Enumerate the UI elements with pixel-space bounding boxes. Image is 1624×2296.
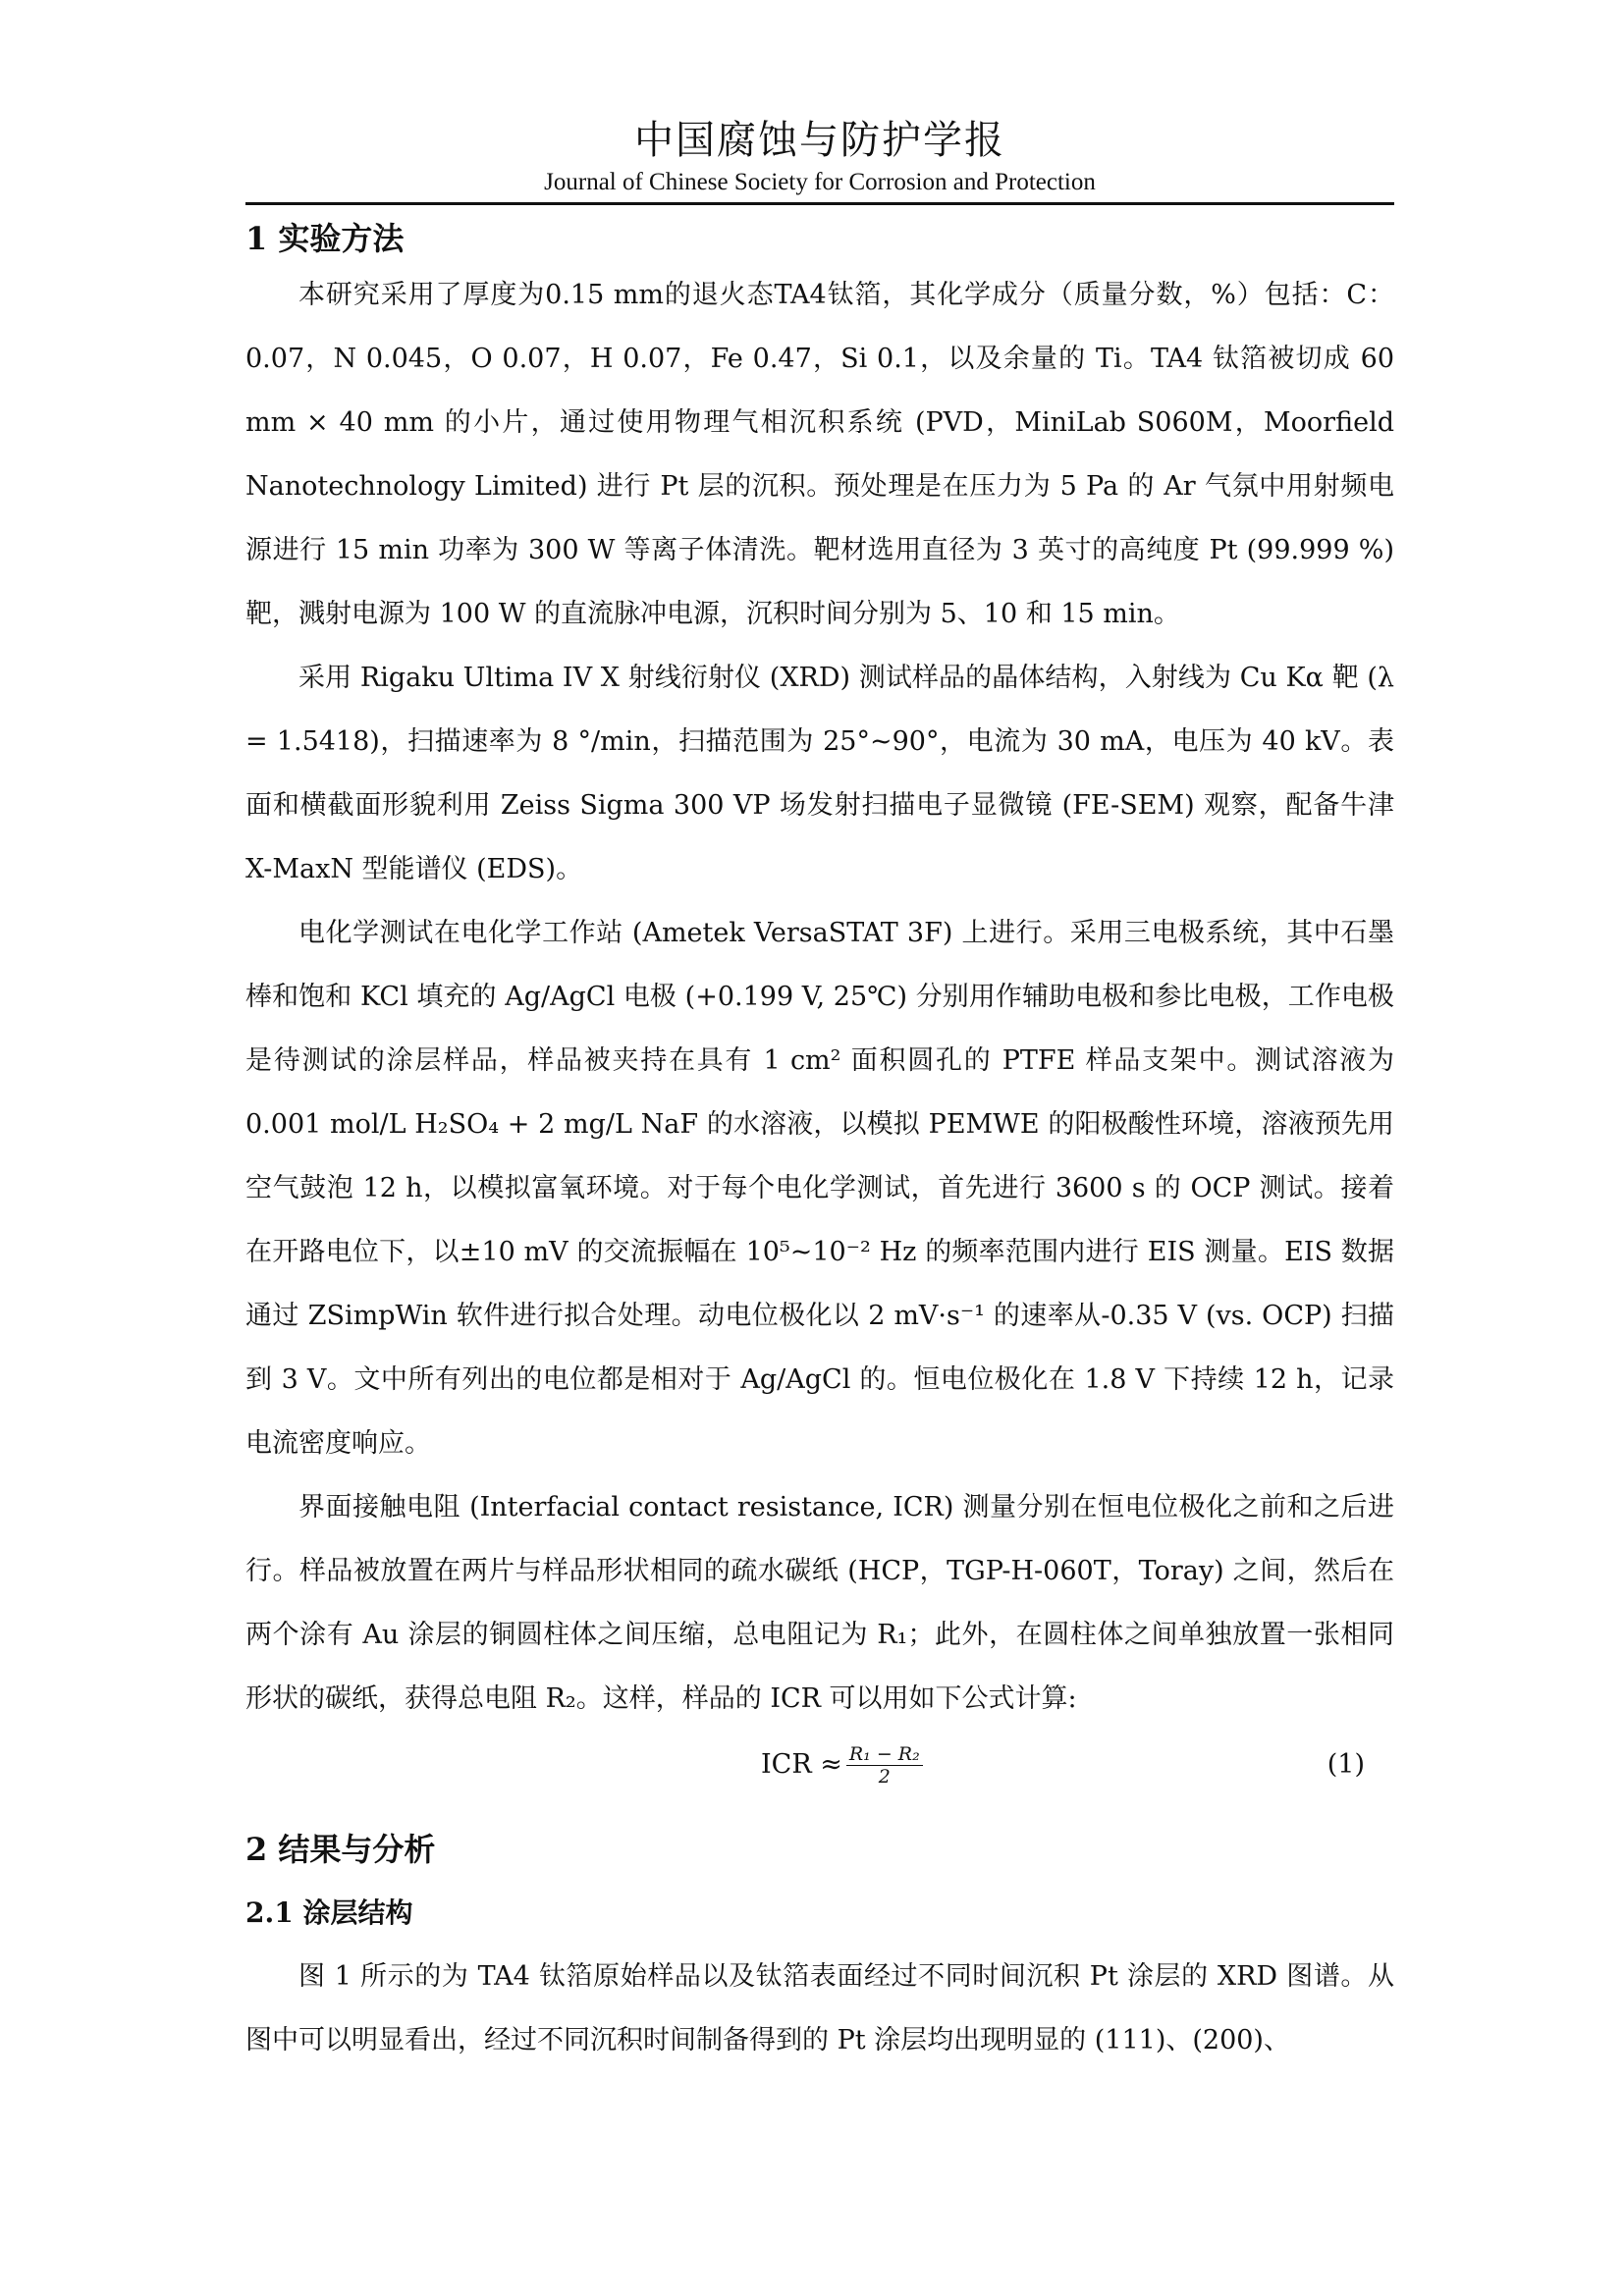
header-rule <box>245 202 1394 205</box>
journal-header <box>245 116 1394 198</box>
section-1-paragraph-1: 本研究采用了厚度为0.15 mm的退火态TA4钛箔，其化学成分（质量分数，%）包括：C：0.07，N 0.045，O 0.07，H 0.07，Fe 0.47，Si 0.1，以及余量的 Ti。TA4 钛箔被切成 60 mm × 40 mm 的小片，通过使用物理气相沉积系统 (PVD，MiniLab S060M，Moorfield Nanotechnology Limited) 进行 Pt 层的沉积。预处理是在压力为 5 Pa 的 Ar 气氛中用射频电源进行 15 min 功率为 300 W 等离子体清洗。靶材选用直径为 3 英寸的高纯度 Pt (99.999 %) 靶，溅射电源为 100 W 的直流脉冲电源，沉积时间分别为 5、10 和 15 min。 <box>245 280 1394 629</box>
section-1-paragraph-4: 界面接触电阻 (Interfacial contact resistance, ICR) 测量分别在恒电位极化之前和之后进行。样品被放置在两片与样品形状相同的疏水碳纸 (HCP，TGP-H-060T，Toray) 之间，然后在两个涂有 Au 涂层的铜圆柱体之间压缩，总电阻记为 R₁；此外，在圆柱体之间单独放置一张相同形状的碳纸，获得总电阻 R₂。这样，样品的 ICR 可以用如下公式计算: <box>245 1492 1394 1714</box>
section-1-title: 1 实验方法 <box>245 220 405 257</box>
section-1-paragraph-3: 电化学测试在电化学工作站 (Ametek VersaSTAT 3F) 上进行。采用三电极系统，其中石墨棒和饱和 KCl 填充的 Ag/AgCl 电极 (+0.199 V, 25℃) 分别用作辅助电极和参比电极，工作电极是待测试的涂层样品，样品被夹持在具有 1 cm² 面积圆孔的 PTFE 样品支架中。测试溶液为 0.001 mol/L H₂SO₄ + 2 mg/L NaF 的水溶液，以模拟 PEMWE 的阳极酸性环境，溶液预先用空气鼓泡 12 h，以模拟富氧环境。对于每个电化学测试，首先进行 3600 s 的 OCP 测试。接着在开路电位下，以±10 mV 的交流振幅在 10⁵~10⁻² Hz 的频率范围内进行 EIS 测量。EIS 数据通过 ZSimpWin 软件进行拟合处理。动电位极化以 2 mV·s⁻¹ 的速率从-0.35 V (vs. OCP) 扫描到 3 V。文中所有列出的电位都是相对于 Ag/AgCl 的。恒电位极化在 1.8 V 下持续 12 h，记录电流密度响应。 <box>245 918 1394 1459</box>
journal-title-en: Journal of Chinese Society for Corrosion and Protection <box>544 169 1096 195</box>
equation-fraction <box>846 1743 923 1788</box>
equation-numerator: R₁ − R₂ <box>846 1743 923 1766</box>
equation-denominator: 2 <box>878 1765 891 1788</box>
subsection-2-1-title: 2.1 涂层结构 <box>245 1896 413 1929</box>
section-2-title: 2 结果与分析 <box>245 1831 436 1868</box>
section-1-paragraph-2: 采用 Rigaku Ultima IV X 射线衍射仪 (XRD) 测试样品的晶体结构，入射线为 Cu Kα 靶 (λ = 1.5418)，扫描速率为 8 °/min，扫描范围为 25°~90°，电流为 30 mA，电压为 40 kV。表面和横截面形貌利用 Zeiss Sigma 300 VP 场发射扫描电子显微镜 (FE-SEM) 观察，配备牛津 X-MaxN 型能谱仪 (EDS)。 <box>245 663 1394 884</box>
equation-number: (1) <box>1326 1749 1365 1780</box>
journal-title-cn: 中国腐蚀与防护学报 <box>634 118 1005 163</box>
section-2-paragraph-1: 图 1 所示的为 TA4 钛箔原始样品以及钛箔表面经过不同时间沉积 Pt 涂层的 XRD 图谱。从图中可以明显看出，经过不同沉积时间制备得到的 Pt 涂层均出现明显的 (111)、(200)、 <box>245 1961 1394 2056</box>
equation-1 <box>245 1731 1394 1799</box>
equation-lhs: ICR ≈ <box>761 1749 842 1780</box>
article-body <box>245 214 1394 2072</box>
